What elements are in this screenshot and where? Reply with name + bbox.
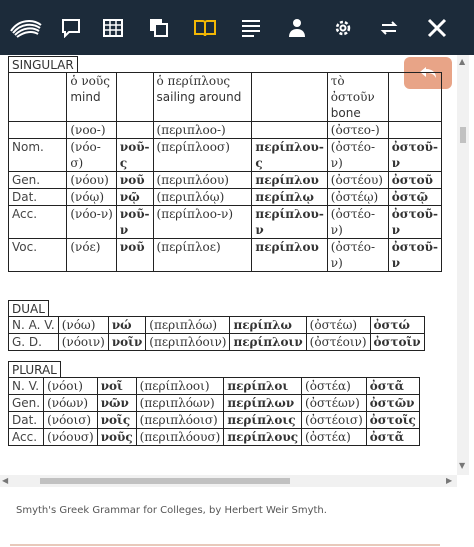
case-label: Gen.: [9, 172, 67, 189]
table-row: [9, 172, 442, 189]
head-sailing: ὁ περίπλους sailing around: [153, 73, 252, 122]
table-cell: (νόω): [58, 317, 108, 334]
dual-table: [8, 316, 425, 351]
table-cell: (ὀστέο-ν): [327, 206, 388, 239]
table-cell: (περιπλόων): [136, 395, 224, 412]
user-icon[interactable]: [274, 0, 320, 55]
table-cell: περίπλου-ς: [252, 139, 327, 172]
table-row: [9, 395, 420, 412]
table-cell: νοῖν: [108, 334, 145, 351]
table-cell: περίπλοις: [224, 412, 302, 429]
table-row: [9, 412, 420, 429]
table-row: [9, 334, 425, 351]
table-cell: ὀστᾶ: [366, 378, 419, 395]
table-cell: (περιπλόω): [146, 317, 230, 334]
table-cell: (περιπλόοισ): [136, 412, 224, 429]
stem-cell: (περιπλοο-): [153, 122, 252, 139]
table-cell: νοῦ: [116, 239, 153, 272]
plural-caption: PLURAL: [8, 361, 61, 378]
scrollbar-thumb[interactable]: [40, 478, 290, 484]
table-cell: ὀστοῦ: [388, 172, 441, 189]
divider: [10, 544, 440, 546]
table-cell: περίπλου: [252, 172, 327, 189]
scroll-up-icon[interactable]: ▲: [459, 57, 466, 66]
stem-cell: (νοο-): [67, 122, 117, 139]
close-icon[interactable]: [412, 0, 462, 55]
case-label: Voc.: [9, 239, 67, 272]
table-cell: περίπλους: [224, 429, 302, 446]
citation-text: Smyth's Greek Grammar for Colleges, by Herbert Weir Smyth.: [16, 505, 327, 516]
scroll-left-icon[interactable]: ◀: [2, 476, 9, 485]
table-cell: (νόοιν): [58, 334, 108, 351]
logo-icon[interactable]: [0, 0, 52, 55]
scroll-right-icon[interactable]: ▶: [446, 476, 453, 485]
table-cell: (νόο-σ): [67, 139, 117, 172]
table-cell: νοῖ: [97, 378, 136, 395]
table-cell: (περίπλοοι): [136, 378, 224, 395]
singular-table: [8, 72, 442, 272]
table-cell: (ὀστέοισ): [302, 412, 367, 429]
table-cell: νοῦ-ν: [116, 206, 153, 239]
table-cell: (νόε): [67, 239, 117, 272]
head-bone: τὸ ὀστοῦν bone: [327, 73, 388, 122]
table-cell: περίπλου-ν: [252, 206, 327, 239]
vertical-scrollbar[interactable]: [457, 55, 469, 475]
table-cell: (ὀστέῳ): [327, 189, 388, 206]
stem-row: [9, 122, 442, 139]
table-cell: (νόοισ): [44, 412, 98, 429]
table-row: [9, 189, 442, 206]
case-label: Acc.: [9, 206, 67, 239]
table-cell: ὀστῷ: [388, 189, 441, 206]
case-label: N. V.: [9, 378, 44, 395]
comment-icon[interactable]: [52, 0, 90, 55]
table-cell: (νόῳ): [67, 189, 117, 206]
table-cell: (νόοι): [44, 378, 98, 395]
table-cell: (ὀστέο-ν): [327, 239, 388, 272]
table-row: [9, 139, 442, 172]
table-cell: περίπλων: [224, 395, 302, 412]
table-cell: (ὀστέα): [302, 378, 367, 395]
table-cell: (περίπλοο-ν): [153, 206, 252, 239]
table-cell: νοῦς: [97, 429, 136, 446]
table-cell: (περιπλόῳ): [153, 189, 252, 206]
table-cell: νοῦ: [116, 172, 153, 189]
swap-icon[interactable]: [366, 0, 412, 55]
table-cell: περίπλῳ: [252, 189, 327, 206]
table-cell: περίπλου: [252, 239, 327, 272]
table-cell: νῶν: [97, 395, 136, 412]
table-cell: (ὀστέα): [302, 429, 367, 446]
list-icon[interactable]: [228, 0, 274, 55]
table-cell: (περιπλόου): [153, 172, 252, 189]
table-cell: (περιπλόοιν): [146, 334, 230, 351]
dual-caption: DUAL: [8, 300, 49, 317]
table-row: [9, 317, 425, 334]
table-cell: νοῖς: [97, 412, 136, 429]
singular-caption: SINGULAR: [8, 56, 78, 73]
table-cell: ὀστοῦ-ν: [388, 239, 441, 272]
table-cell: περίπλοιν: [230, 334, 306, 351]
table-cell: περίπλω: [230, 317, 306, 334]
table-cell: ὀστοῦ-ν: [388, 206, 441, 239]
table-cell: (περιπλόουσ): [136, 429, 224, 446]
table-icon[interactable]: [90, 0, 136, 55]
case-label: Nom.: [9, 139, 67, 172]
table-cell: ὀστῶν: [366, 395, 419, 412]
table-cell: ὀστᾶ: [366, 429, 419, 446]
stem-cell: (ὀστεο-): [327, 122, 388, 139]
table-cell: ὀστώ: [370, 317, 424, 334]
case-label: Dat.: [9, 412, 44, 429]
table-cell: ὀστοῖς: [366, 412, 419, 429]
head-row: [9, 73, 442, 122]
table-cell: (περίπλοε): [153, 239, 252, 272]
scrollbar-thumb[interactable]: [460, 127, 466, 143]
top-toolbar: [0, 0, 474, 55]
case-label: Acc.: [9, 429, 44, 446]
empty-cell: [9, 73, 67, 122]
plural-table: [8, 377, 420, 446]
table-row: [9, 206, 442, 239]
table-cell: (ὀστέο-ν): [327, 139, 388, 172]
book-icon[interactable]: [182, 0, 228, 55]
table-cell: (περίπλοοσ): [153, 139, 252, 172]
table-cell: (ὀστέων): [302, 395, 367, 412]
table-row: [9, 429, 420, 446]
table-row: [9, 239, 442, 272]
table-row: [9, 378, 420, 395]
gear-icon[interactable]: [320, 0, 366, 55]
table-cell: ὀστοῦ-ν: [388, 139, 441, 172]
horizontal-scrollbar[interactable]: [0, 475, 457, 487]
table-cell: νῷ: [116, 189, 153, 206]
table-cell: (ὀστέοιν): [306, 334, 370, 351]
table-cell: (ὀστέου): [327, 172, 388, 189]
table-cell: (νόου): [67, 172, 117, 189]
case-label: Dat.: [9, 189, 67, 206]
table-cell: (νόων): [44, 395, 98, 412]
empty-cell: [388, 73, 441, 122]
layers-icon[interactable]: [136, 0, 182, 55]
table-cell: νώ: [108, 317, 145, 334]
table-cell: (νόο-ν): [67, 206, 117, 239]
scroll-down-icon[interactable]: ▼: [459, 461, 466, 470]
head-mind: ὁ νοῦς mind: [67, 73, 117, 122]
case-label: Gen.: [9, 395, 44, 412]
empty-cell: [252, 73, 327, 122]
table-cell: ὀστοῖν: [370, 334, 424, 351]
table-cell: νοῦ-ς: [116, 139, 153, 172]
table-cell: (νόουσ): [44, 429, 98, 446]
case-label: G. D.: [9, 334, 59, 351]
table-cell: περίπλοι: [224, 378, 302, 395]
empty-cell: [116, 73, 153, 122]
table-cell: (ὀστέω): [306, 317, 370, 334]
case-label: N. A. V.: [9, 317, 59, 334]
